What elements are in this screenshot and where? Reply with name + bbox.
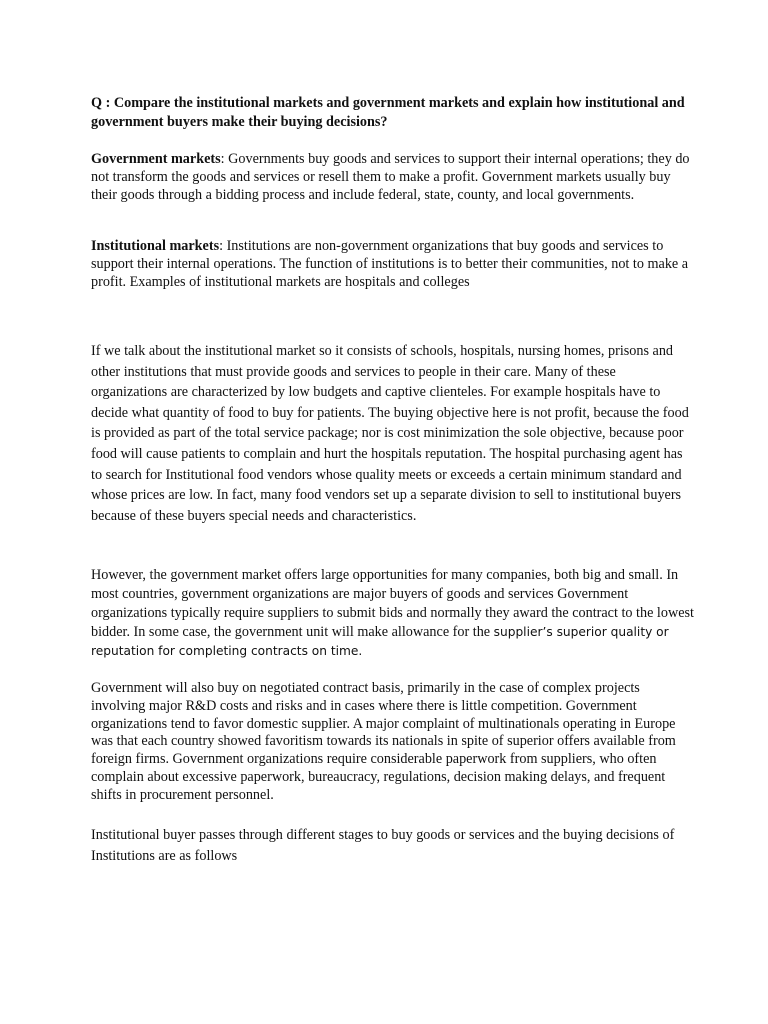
government-market-paragraph-text: However, the government market offers large opportunities for many companies, both big and small. In most countries, government organizations are major buyers of goods and services Government organizations typically require suppliers to submit bids and normally they award the contract to the lowest bidder. In some case, the government unit will make allowance for the xyxy=(91,567,694,640)
buying-stages-paragraph: Institutional buyer passes through different stages to buy goods or services and the buying decisions of Institutions are as follows xyxy=(91,827,675,864)
government-market-paragraph xyxy=(91,566,694,661)
negotiated-contract-paragraph: Government will also buy on negotiated contract basis, primarily in the case of complex projects involving major R&D costs and risks and in cases where there is little competition. Government organizations tend to favor domestic supplier. A major complaint of multinationals operating in Europe was that each country showed favoritism towards its nationals in spite of superior offers available from foreign firms. Government organizations require considerable paperwork from suppliers, who often complain about excessive paperwork, bureaucracy, regulations, decision making delays, and frequent shifts in procurement personnel. xyxy=(91,680,676,803)
institutional-market-paragraph: If we talk about the institutional market so it consists of schools, hospitals, nursing homes, prisons and other institutions that must provide goods and services to people in their care. Many of these organizations are characterized by low budgets and captive clienteles. For example hospitals have to decide what quantity of food to buy for patients. The buying objective here is not profit, because the food is provided as part of the total service package; nor is cost minimization the sole objective, because poor food will cause patients to complain and hurt the hospitals reputation. The hospital purchasing agent has to search for Institutional food vendors whose quality meets or exceeds a certain minimum standard and whose prices are low. In fact, many food vendors set up a separate division to sell to institutional buyers because of these buyers special needs and characteristics. xyxy=(91,343,689,524)
institutional-markets-term: Institutional markets xyxy=(91,238,220,254)
institutional-markets-text: : Institutions are non-government organizations that buy goods and services to support their internal operations. The function of institutions is to better their communities, not to make a profit. Examples of institutional markets are hospitals and colleges xyxy=(91,238,689,290)
question-heading: Q : Compare the institutional markets and government markets and explain how institutional and government buyers make their buying decisions? xyxy=(91,95,685,130)
institutional-markets-definition xyxy=(91,237,691,291)
government-market-paragraph-tail: supplier’s superior quality or reputation for completing contracts on time. xyxy=(91,625,669,658)
government-markets-text: : Governments buy goods and services to support their internal operations; they do not transform the goods and services or resell them to make a profit. Government markets usually buy their goods through a bidding process and include federal, state, county, and local governments. xyxy=(91,151,690,203)
government-markets-term: Government markets xyxy=(91,151,221,167)
government-markets-definition xyxy=(91,150,691,204)
